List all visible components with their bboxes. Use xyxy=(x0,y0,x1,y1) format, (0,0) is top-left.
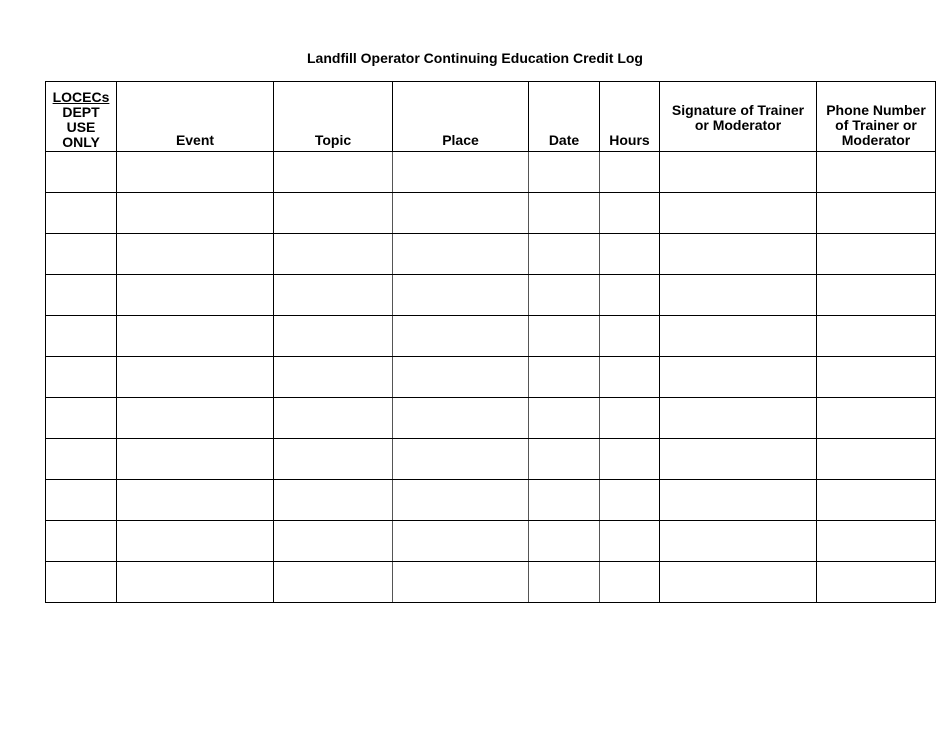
event-cell[interactable] xyxy=(117,275,274,316)
col-header-phone-number xyxy=(817,82,936,152)
event-cell[interactable] xyxy=(117,193,274,234)
hours-cell[interactable] xyxy=(600,439,660,480)
phone-number-cell[interactable] xyxy=(817,152,936,193)
event-cell[interactable] xyxy=(117,234,274,275)
hours-cell[interactable] xyxy=(600,275,660,316)
log-body xyxy=(46,152,936,603)
signature-cell[interactable] xyxy=(660,521,817,562)
col-header-signature xyxy=(660,82,817,152)
place-cell[interactable] xyxy=(393,357,529,398)
place-cell[interactable] xyxy=(393,193,529,234)
event-cell[interactable] xyxy=(117,521,274,562)
place-cell[interactable] xyxy=(393,562,529,603)
table-row xyxy=(46,357,936,398)
table-row xyxy=(46,562,936,603)
phone-number-cell[interactable] xyxy=(817,357,936,398)
col-header-locecs-dept-use-only xyxy=(46,82,117,152)
place-cell[interactable] xyxy=(393,521,529,562)
col-header-event xyxy=(117,82,274,152)
table-row xyxy=(46,480,936,521)
signature-cell[interactable] xyxy=(660,480,817,521)
phone-number-cell[interactable] xyxy=(817,439,936,480)
locecs-cell[interactable] xyxy=(46,234,117,275)
date-cell[interactable] xyxy=(529,316,600,357)
signature-cell[interactable] xyxy=(660,357,817,398)
place-cell[interactable] xyxy=(393,480,529,521)
event-cell[interactable] xyxy=(117,439,274,480)
hours-cell[interactable] xyxy=(600,193,660,234)
table-row xyxy=(46,234,936,275)
credit-log-table xyxy=(45,81,936,603)
date-cell[interactable] xyxy=(529,275,600,316)
topic-cell[interactable] xyxy=(274,562,393,603)
col-header-date xyxy=(529,82,600,152)
col-header-line: of Trainer or xyxy=(835,117,917,133)
phone-number-cell[interactable] xyxy=(817,234,936,275)
date-cell[interactable] xyxy=(529,562,600,603)
col-header-topic xyxy=(274,82,393,152)
date-cell[interactable] xyxy=(529,398,600,439)
phone-number-cell[interactable] xyxy=(817,316,936,357)
signature-cell[interactable] xyxy=(660,562,817,603)
table-row xyxy=(46,275,936,316)
col-header-line: Event xyxy=(175,132,215,148)
topic-cell[interactable] xyxy=(274,521,393,562)
table-row xyxy=(46,316,936,357)
date-cell[interactable] xyxy=(529,234,600,275)
col-header-place xyxy=(393,82,529,152)
event-cell[interactable] xyxy=(117,316,274,357)
topic-cell[interactable] xyxy=(274,357,393,398)
locecs-cell[interactable] xyxy=(46,398,117,439)
col-header-line: USE xyxy=(66,119,96,135)
table-row xyxy=(46,521,936,562)
table-row xyxy=(46,152,936,193)
col-header-line: or Moderator xyxy=(694,117,782,133)
place-cell[interactable] xyxy=(393,275,529,316)
date-cell[interactable] xyxy=(529,152,600,193)
event-cell[interactable] xyxy=(117,398,274,439)
col-header-line: Topic xyxy=(314,132,352,148)
phone-number-cell[interactable] xyxy=(817,480,936,521)
col-header-line: ONLY xyxy=(62,134,100,150)
event-cell[interactable] xyxy=(117,480,274,521)
signature-cell[interactable] xyxy=(660,439,817,480)
topic-cell[interactable] xyxy=(274,152,393,193)
col-header-line: Date xyxy=(548,132,580,148)
signature-cell[interactable] xyxy=(660,152,817,193)
locecs-cell[interactable] xyxy=(46,275,117,316)
event-cell[interactable] xyxy=(117,357,274,398)
col-header-line: Signature of Trainer xyxy=(671,102,805,118)
table-row xyxy=(46,193,936,234)
hours-cell[interactable] xyxy=(600,521,660,562)
locecs-cell[interactable] xyxy=(46,480,117,521)
topic-cell[interactable] xyxy=(274,275,393,316)
date-cell[interactable] xyxy=(529,439,600,480)
event-cell[interactable] xyxy=(117,152,274,193)
topic-cell[interactable] xyxy=(274,193,393,234)
date-cell[interactable] xyxy=(529,193,600,234)
topic-cell[interactable] xyxy=(274,398,393,439)
table-row xyxy=(46,439,936,480)
table-row xyxy=(46,398,936,439)
place-cell[interactable] xyxy=(393,316,529,357)
locecs-cell[interactable] xyxy=(46,439,117,480)
locecs-cell[interactable] xyxy=(46,357,117,398)
col-header-line: Place xyxy=(442,132,479,148)
col-header-line: Hours xyxy=(609,132,650,148)
topic-cell[interactable] xyxy=(274,316,393,357)
locecs-cell[interactable] xyxy=(46,193,117,234)
phone-number-cell[interactable] xyxy=(817,562,936,603)
signature-cell[interactable] xyxy=(660,193,817,234)
phone-number-cell[interactable] xyxy=(817,275,936,316)
col-header-line: LOCECs xyxy=(52,89,110,105)
col-header-hours xyxy=(600,82,660,152)
place-cell[interactable] xyxy=(393,152,529,193)
signature-cell[interactable] xyxy=(660,275,817,316)
locecs-cell[interactable] xyxy=(46,521,117,562)
col-header-line: Moderator xyxy=(841,132,911,148)
hours-cell[interactable] xyxy=(600,152,660,193)
hours-cell[interactable] xyxy=(600,357,660,398)
phone-number-cell[interactable] xyxy=(817,193,936,234)
event-cell[interactable] xyxy=(117,562,274,603)
hours-cell[interactable] xyxy=(600,562,660,603)
header-row xyxy=(46,82,936,152)
hours-cell[interactable] xyxy=(600,234,660,275)
phone-number-cell[interactable] xyxy=(817,398,936,439)
place-cell[interactable] xyxy=(393,439,529,480)
signature-cell[interactable] xyxy=(660,234,817,275)
date-cell[interactable] xyxy=(529,357,600,398)
topic-cell[interactable] xyxy=(274,234,393,275)
date-cell[interactable] xyxy=(529,480,600,521)
page-title: Landfill Operator Continuing Education Credit Log xyxy=(307,50,643,66)
hours-cell[interactable] xyxy=(600,316,660,357)
hours-cell[interactable] xyxy=(600,398,660,439)
col-header-line: DEPT xyxy=(62,104,100,120)
col-header-line: Phone Number xyxy=(826,102,926,118)
topic-cell[interactable] xyxy=(274,480,393,521)
signature-cell[interactable] xyxy=(660,316,817,357)
place-cell[interactable] xyxy=(393,398,529,439)
locecs-cell[interactable] xyxy=(46,152,117,193)
phone-number-cell[interactable] xyxy=(817,521,936,562)
place-cell[interactable] xyxy=(393,234,529,275)
topic-cell[interactable] xyxy=(274,439,393,480)
hours-cell[interactable] xyxy=(600,480,660,521)
signature-cell[interactable] xyxy=(660,398,817,439)
locecs-cell[interactable] xyxy=(46,316,117,357)
locecs-cell[interactable] xyxy=(46,562,117,603)
date-cell[interactable] xyxy=(529,521,600,562)
